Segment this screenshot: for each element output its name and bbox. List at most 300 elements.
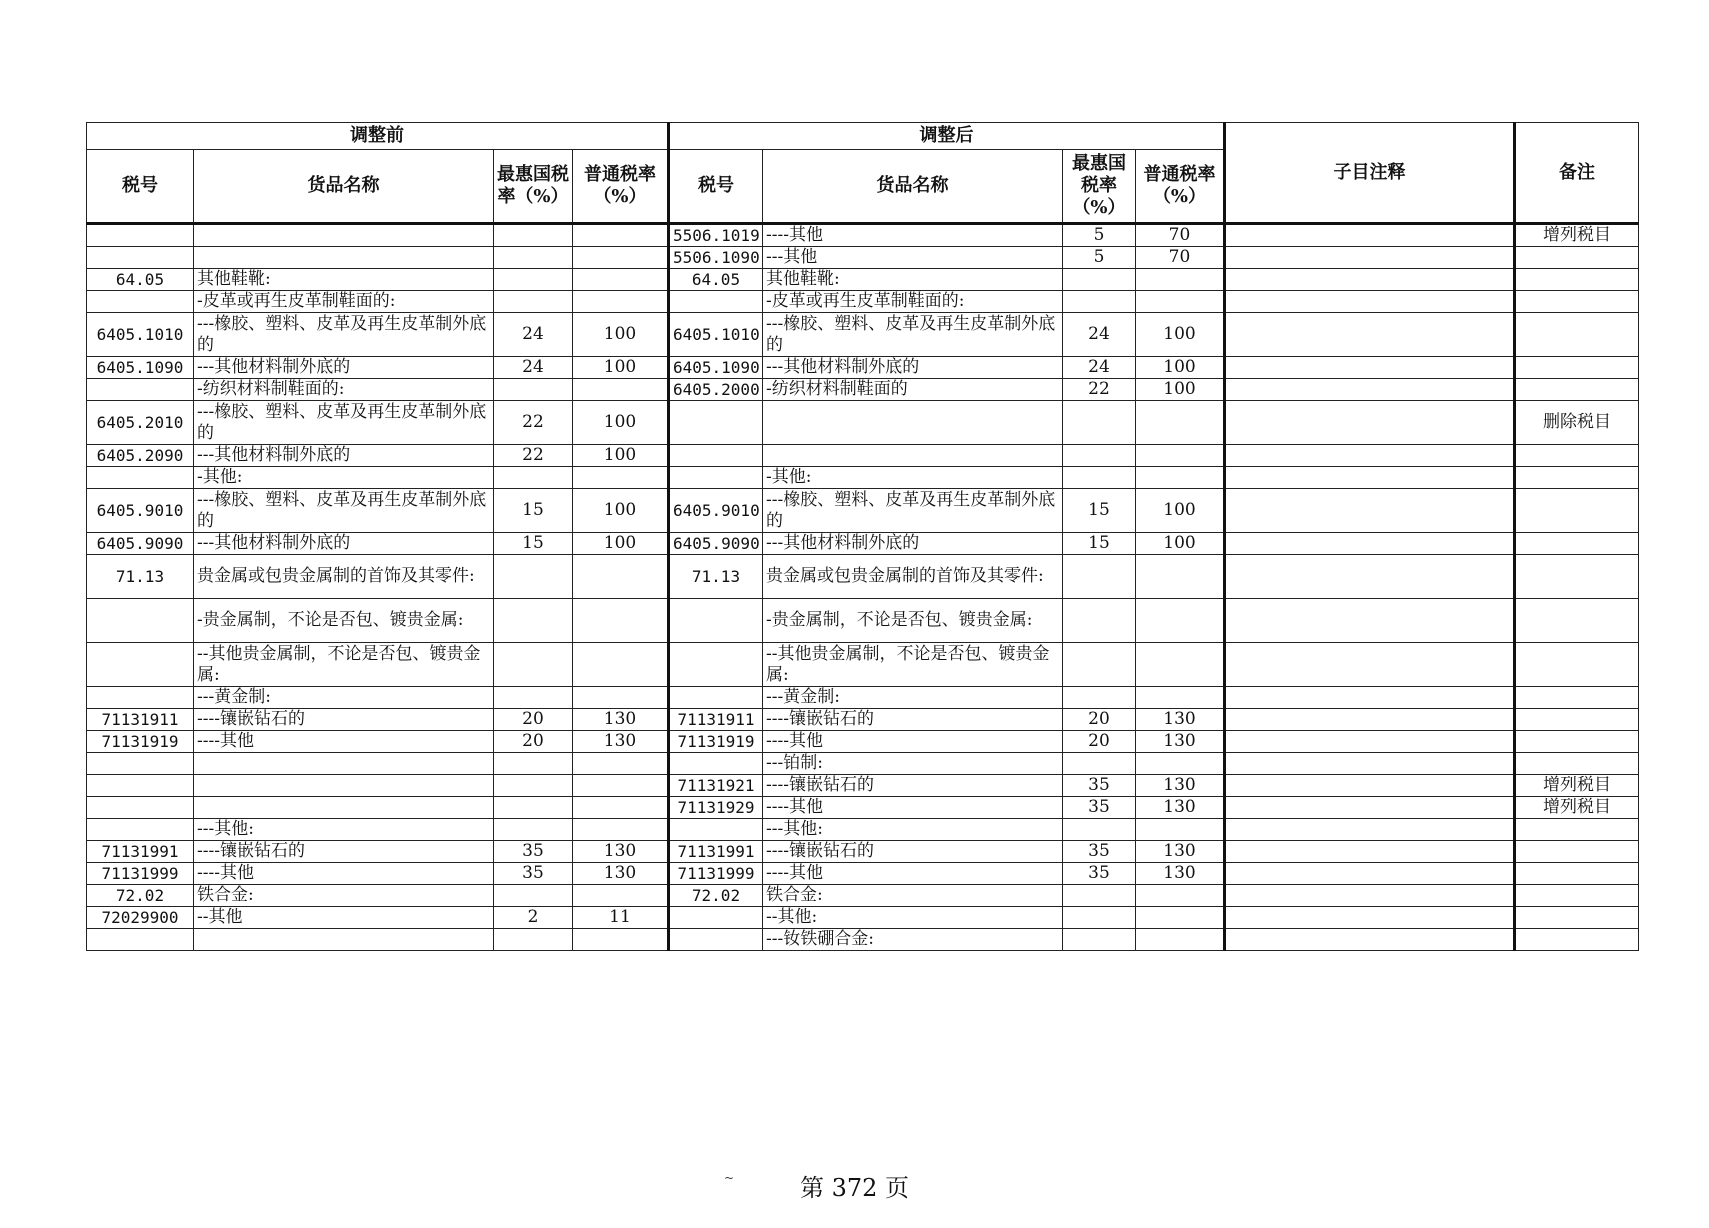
after-general-cell	[1136, 643, 1225, 687]
remark-cell	[1515, 379, 1639, 401]
after-mfn-cell	[1063, 885, 1136, 907]
before-mfn-cell: 24	[494, 357, 573, 379]
remark-cell	[1515, 907, 1639, 929]
before-code-header: 税号	[87, 150, 194, 224]
after-code-cell	[669, 643, 763, 687]
before-code-cell: 6405.1010	[87, 313, 194, 357]
before-general-cell: 100	[573, 313, 669, 357]
after-mfn-cell: 24	[1063, 357, 1136, 379]
after-name-cell: ----其他	[763, 863, 1063, 885]
before-mfn-cell: 22	[494, 445, 573, 467]
before-general-cell: 130	[573, 863, 669, 885]
before-name-cell	[194, 247, 494, 269]
after-general-cell: 130	[1136, 731, 1225, 753]
after-general-cell: 130	[1136, 775, 1225, 797]
table-row	[87, 467, 1639, 489]
after-mfn-cell	[1063, 753, 1136, 775]
before-code-cell: 6405.2010	[87, 401, 194, 445]
before-mfn-header: 最惠国税率（%）	[494, 150, 573, 224]
before-mfn-cell	[494, 224, 573, 247]
table-body	[87, 224, 1639, 951]
after-general-cell	[1136, 555, 1225, 599]
scan-mark: ~	[724, 1171, 735, 1185]
note-cell	[1225, 555, 1515, 599]
after-code-cell	[669, 599, 763, 643]
before-mfn-cell	[494, 819, 573, 841]
after-general-cell	[1136, 467, 1225, 489]
note-cell	[1225, 291, 1515, 313]
note-cell	[1225, 687, 1515, 709]
before-name-cell: ---橡胶、塑料、皮革及再生皮革制外底的	[194, 489, 494, 533]
after-name-cell: --其他:	[763, 907, 1063, 929]
after-name-cell: 铁合金:	[763, 885, 1063, 907]
table-row	[87, 885, 1639, 907]
after-name-cell: ----镶嵌钻石的	[763, 775, 1063, 797]
before-general-cell: 11	[573, 907, 669, 929]
before-name-cell	[194, 753, 494, 775]
before-name-cell: ----镶嵌钻石的	[194, 709, 494, 731]
before-general-cell	[573, 797, 669, 819]
after-name-cell: ---黄金制:	[763, 687, 1063, 709]
after-name-cell	[763, 445, 1063, 467]
after-code-cell	[669, 445, 763, 467]
note-cell	[1225, 885, 1515, 907]
after-mfn-cell	[1063, 599, 1136, 643]
before-name-cell: ----镶嵌钻石的	[194, 841, 494, 863]
before-code-cell: 6405.2090	[87, 445, 194, 467]
before-name-cell: 贵金属或包贵金属制的首饰及其零件:	[194, 555, 494, 599]
before-general-cell: 100	[573, 489, 669, 533]
table-row	[87, 313, 1639, 357]
table-row	[87, 379, 1639, 401]
after-name-cell: ---铂制:	[763, 753, 1063, 775]
table-row	[87, 401, 1639, 445]
before-general-cell	[573, 643, 669, 687]
after-mfn-cell: 20	[1063, 731, 1136, 753]
after-name-cell: ---其他材料制外底的	[763, 533, 1063, 555]
after-code-cell	[669, 753, 763, 775]
after-code-cell: 72.02	[669, 885, 763, 907]
before-name-cell: --其他贵金属制，不论是否包、镀贵金属:	[194, 643, 494, 687]
note-cell	[1225, 775, 1515, 797]
note-cell	[1225, 731, 1515, 753]
before-name-cell: ---橡胶、塑料、皮革及再生皮革制外底的	[194, 401, 494, 445]
table-row	[87, 224, 1639, 247]
after-mfn-cell: 5	[1063, 247, 1136, 269]
table-row	[87, 929, 1639, 951]
after-name-cell: ---钕铁硼合金:	[763, 929, 1063, 951]
before-name-cell: 铁合金:	[194, 885, 494, 907]
remark-cell	[1515, 269, 1639, 291]
table-header	[87, 123, 1639, 224]
after-name-cell: ---其他材料制外底的	[763, 357, 1063, 379]
after-general-cell	[1136, 819, 1225, 841]
before-code-cell	[87, 467, 194, 489]
table-row	[87, 863, 1639, 885]
after-code-cell: 64.05	[669, 269, 763, 291]
before-general-cell	[573, 555, 669, 599]
before-code-cell	[87, 929, 194, 951]
before-code-cell: 6405.9090	[87, 533, 194, 555]
after-mfn-cell: 5	[1063, 224, 1136, 247]
after-code-cell	[669, 291, 763, 313]
before-general-cell	[573, 379, 669, 401]
before-mfn-cell	[494, 643, 573, 687]
after-general-cell	[1136, 269, 1225, 291]
before-name-cell: ---其他:	[194, 819, 494, 841]
before-general-cell: 100	[573, 401, 669, 445]
table-row	[87, 907, 1639, 929]
remark-cell: 删除税目	[1515, 401, 1639, 445]
after-mfn-cell: 20	[1063, 709, 1136, 731]
after-general-cell	[1136, 687, 1225, 709]
after-code-cell: 5506.1090	[669, 247, 763, 269]
before-general-cell: 100	[573, 533, 669, 555]
remark-cell	[1515, 445, 1639, 467]
after-general-cell: 100	[1136, 313, 1225, 357]
after-code-header: 税号	[669, 150, 763, 224]
after-name-cell: ---其他	[763, 247, 1063, 269]
table-row	[87, 555, 1639, 599]
remark-cell	[1515, 841, 1639, 863]
before-name-cell: --其他	[194, 907, 494, 929]
after-name-cell: ---橡胶、塑料、皮革及再生皮革制外底的	[763, 489, 1063, 533]
note-cell	[1225, 709, 1515, 731]
after-code-cell	[669, 819, 763, 841]
after-name-cell: --其他贵金属制，不论是否包、镀贵金属:	[763, 643, 1063, 687]
before-code-cell	[87, 797, 194, 819]
after-general-cell: 100	[1136, 533, 1225, 555]
table-row	[87, 775, 1639, 797]
after-code-cell: 71.13	[669, 555, 763, 599]
after-general-cell: 130	[1136, 797, 1225, 819]
remark-cell	[1515, 555, 1639, 599]
after-name-cell: 贵金属或包贵金属制的首饰及其零件:	[763, 555, 1063, 599]
before-name-cell: ---其他材料制外底的	[194, 445, 494, 467]
table-row	[87, 247, 1639, 269]
before-code-cell: 6405.9010	[87, 489, 194, 533]
before-name-cell: ----其他	[194, 863, 494, 885]
before-code-cell	[87, 775, 194, 797]
after-code-cell: 71131919	[669, 731, 763, 753]
after-general-cell	[1136, 929, 1225, 951]
note-cell	[1225, 863, 1515, 885]
before-mfn-cell	[494, 929, 573, 951]
after-name-cell: -贵金属制，不论是否包、镀贵金属:	[763, 599, 1063, 643]
before-code-cell	[87, 379, 194, 401]
before-code-cell: 72.02	[87, 885, 194, 907]
after-mfn-cell	[1063, 291, 1136, 313]
before-mfn-cell	[494, 247, 573, 269]
remark-cell	[1515, 643, 1639, 687]
before-general-cell: 130	[573, 841, 669, 863]
after-general-cell: 130	[1136, 863, 1225, 885]
after-code-cell: 5506.1019	[669, 224, 763, 247]
before-mfn-cell	[494, 555, 573, 599]
before-name-cell: -其他:	[194, 467, 494, 489]
before-mfn-cell: 20	[494, 731, 573, 753]
note-cell	[1225, 445, 1515, 467]
before-mfn-cell	[494, 885, 573, 907]
note-cell	[1225, 224, 1515, 247]
after-code-cell: 71131929	[669, 797, 763, 819]
before-name-cell: ---橡胶、塑料、皮革及再生皮革制外底的	[194, 313, 494, 357]
before-code-cell	[87, 819, 194, 841]
before-group-header: 调整前	[87, 123, 669, 150]
table-row	[87, 753, 1639, 775]
before-code-cell: 64.05	[87, 269, 194, 291]
after-name-cell: ----其他	[763, 731, 1063, 753]
note-cell	[1225, 797, 1515, 819]
remark-cell: 增列税目	[1515, 775, 1639, 797]
before-code-cell: 71131991	[87, 841, 194, 863]
table-row	[87, 841, 1639, 863]
after-general-cell	[1136, 885, 1225, 907]
before-code-cell	[87, 291, 194, 313]
before-code-cell	[87, 687, 194, 709]
after-name-cell: 其他鞋靴:	[763, 269, 1063, 291]
after-code-cell: 71131921	[669, 775, 763, 797]
table-row	[87, 797, 1639, 819]
after-general-cell	[1136, 753, 1225, 775]
after-code-cell: 6405.9010	[669, 489, 763, 533]
table-row	[87, 731, 1639, 753]
after-mfn-cell: 15	[1063, 489, 1136, 533]
before-name-cell: ----其他	[194, 731, 494, 753]
before-general-cell	[573, 753, 669, 775]
before-general-cell	[573, 291, 669, 313]
remark-cell	[1515, 357, 1639, 379]
after-general-cell	[1136, 291, 1225, 313]
after-name-cell: ----其他	[763, 224, 1063, 247]
after-mfn-cell: 22	[1063, 379, 1136, 401]
after-general-cell: 100	[1136, 379, 1225, 401]
before-general-header: 普通税率（%）	[573, 150, 669, 224]
remark-cell	[1515, 291, 1639, 313]
before-code-cell: 71131999	[87, 863, 194, 885]
after-mfn-header: 最惠国税率（%）	[1063, 150, 1136, 224]
remark-cell	[1515, 819, 1639, 841]
table-row	[87, 269, 1639, 291]
page-number: 第 372 页	[799, 1174, 910, 1202]
before-name-cell: ---其他材料制外底的	[194, 357, 494, 379]
after-name-cell: ---橡胶、塑料、皮革及再生皮革制外底的	[763, 313, 1063, 357]
remark-cell	[1515, 489, 1639, 533]
after-name-cell: -皮革或再生皮革制鞋面的:	[763, 291, 1063, 313]
before-code-cell: 71131919	[87, 731, 194, 753]
after-mfn-cell: 35	[1063, 841, 1136, 863]
before-general-cell	[573, 929, 669, 951]
before-name-cell: -贵金属制，不论是否包、镀贵金属:	[194, 599, 494, 643]
before-mfn-cell: 35	[494, 841, 573, 863]
before-code-cell	[87, 599, 194, 643]
before-general-cell	[573, 885, 669, 907]
before-mfn-cell	[494, 379, 573, 401]
before-code-cell	[87, 753, 194, 775]
after-code-cell	[669, 467, 763, 489]
remark-column-header: 备注	[1515, 123, 1639, 224]
after-general-cell: 70	[1136, 247, 1225, 269]
table-row	[87, 291, 1639, 313]
after-mfn-cell: 35	[1063, 775, 1136, 797]
before-name-header: 货品名称	[194, 150, 494, 224]
after-general-header: 普通税率（%）	[1136, 150, 1225, 224]
after-code-cell: 6405.1090	[669, 357, 763, 379]
before-general-cell	[573, 819, 669, 841]
after-mfn-cell	[1063, 643, 1136, 687]
note-cell	[1225, 357, 1515, 379]
note-cell	[1225, 643, 1515, 687]
before-name-cell	[194, 224, 494, 247]
after-mfn-cell	[1063, 687, 1136, 709]
after-general-cell	[1136, 445, 1225, 467]
note-cell	[1225, 533, 1515, 555]
remark-cell: 增列税目	[1515, 797, 1639, 819]
before-name-cell: -皮革或再生皮革制鞋面的:	[194, 291, 494, 313]
table-row	[87, 643, 1639, 687]
before-code-cell: 71.13	[87, 555, 194, 599]
note-cell	[1225, 269, 1515, 291]
table-row	[87, 819, 1639, 841]
remark-cell	[1515, 599, 1639, 643]
after-general-cell: 130	[1136, 841, 1225, 863]
before-mfn-cell	[494, 467, 573, 489]
before-mfn-cell	[494, 753, 573, 775]
before-name-cell: ---其他材料制外底的	[194, 533, 494, 555]
after-mfn-cell	[1063, 467, 1136, 489]
before-general-cell	[573, 224, 669, 247]
after-code-cell: 6405.9090	[669, 533, 763, 555]
before-general-cell	[573, 599, 669, 643]
remark-cell	[1515, 863, 1639, 885]
note-cell	[1225, 841, 1515, 863]
after-general-cell: 130	[1136, 709, 1225, 731]
after-general-cell: 100	[1136, 489, 1225, 533]
after-mfn-cell: 15	[1063, 533, 1136, 555]
table-row	[87, 709, 1639, 731]
before-mfn-cell	[494, 599, 573, 643]
remark-cell	[1515, 929, 1639, 951]
before-mfn-cell: 35	[494, 863, 573, 885]
table-row	[87, 533, 1639, 555]
note-cell	[1225, 247, 1515, 269]
after-mfn-cell: 35	[1063, 797, 1136, 819]
after-code-cell	[669, 687, 763, 709]
table-row	[87, 687, 1639, 709]
remark-cell	[1515, 885, 1639, 907]
after-code-cell	[669, 401, 763, 445]
before-mfn-cell: 22	[494, 401, 573, 445]
table-row	[87, 445, 1639, 467]
before-mfn-cell: 2	[494, 907, 573, 929]
before-mfn-cell	[494, 687, 573, 709]
before-mfn-cell: 20	[494, 709, 573, 731]
remark-cell: 增列税目	[1515, 224, 1639, 247]
note-cell	[1225, 401, 1515, 445]
note-cell	[1225, 599, 1515, 643]
before-name-cell	[194, 797, 494, 819]
after-code-cell: 71131999	[669, 863, 763, 885]
after-general-cell	[1136, 907, 1225, 929]
remark-cell	[1515, 533, 1639, 555]
after-name-cell: -其他:	[763, 467, 1063, 489]
note-cell	[1225, 819, 1515, 841]
after-name-cell: ----镶嵌钻石的	[763, 841, 1063, 863]
remark-cell	[1515, 753, 1639, 775]
note-cell	[1225, 929, 1515, 951]
after-code-cell: 71131991	[669, 841, 763, 863]
before-general-cell: 130	[573, 709, 669, 731]
before-code-cell	[87, 643, 194, 687]
after-mfn-cell	[1063, 269, 1136, 291]
before-name-cell: -纺织材料制鞋面的:	[194, 379, 494, 401]
note-cell	[1225, 313, 1515, 357]
after-mfn-cell: 35	[1063, 863, 1136, 885]
after-name-cell: ----其他	[763, 797, 1063, 819]
before-code-cell	[87, 224, 194, 247]
before-general-cell	[573, 775, 669, 797]
before-general-cell: 100	[573, 445, 669, 467]
tariff-adjustment-table	[86, 122, 1639, 951]
after-name-cell: ----镶嵌钻石的	[763, 709, 1063, 731]
after-group-header: 调整后	[669, 123, 1225, 150]
before-code-cell: 6405.1090	[87, 357, 194, 379]
after-general-cell: 70	[1136, 224, 1225, 247]
after-mfn-cell	[1063, 555, 1136, 599]
note-column-header: 子目注释	[1225, 123, 1515, 224]
before-general-cell: 130	[573, 731, 669, 753]
before-general-cell	[573, 247, 669, 269]
after-name-header: 货品名称	[763, 150, 1063, 224]
before-mfn-cell	[494, 291, 573, 313]
before-mfn-cell	[494, 775, 573, 797]
after-name-cell: -纺织材料制鞋面的	[763, 379, 1063, 401]
remark-cell	[1515, 709, 1639, 731]
after-code-cell: 6405.1010	[669, 313, 763, 357]
after-mfn-cell	[1063, 445, 1136, 467]
table-row	[87, 489, 1639, 533]
before-mfn-cell	[494, 797, 573, 819]
after-mfn-cell	[1063, 819, 1136, 841]
after-code-cell	[669, 929, 763, 951]
before-general-cell	[573, 467, 669, 489]
after-general-cell: 100	[1136, 357, 1225, 379]
table-row	[87, 357, 1639, 379]
before-mfn-cell	[494, 269, 573, 291]
after-code-cell: 71131911	[669, 709, 763, 731]
remark-cell	[1515, 687, 1639, 709]
before-code-cell: 72029900	[87, 907, 194, 929]
remark-cell	[1515, 467, 1639, 489]
note-cell	[1225, 753, 1515, 775]
before-general-cell	[573, 269, 669, 291]
before-code-cell: 71131911	[87, 709, 194, 731]
before-mfn-cell: 24	[494, 313, 573, 357]
after-general-cell	[1136, 599, 1225, 643]
before-mfn-cell: 15	[494, 489, 573, 533]
before-name-cell: ---黄金制:	[194, 687, 494, 709]
note-cell	[1225, 467, 1515, 489]
before-code-cell	[87, 247, 194, 269]
after-name-cell: ---其他:	[763, 819, 1063, 841]
after-mfn-cell	[1063, 401, 1136, 445]
after-general-cell	[1136, 401, 1225, 445]
after-mfn-cell	[1063, 907, 1136, 929]
note-cell	[1225, 379, 1515, 401]
remark-cell	[1515, 313, 1639, 357]
before-name-cell: 其他鞋靴:	[194, 269, 494, 291]
after-code-cell	[669, 907, 763, 929]
